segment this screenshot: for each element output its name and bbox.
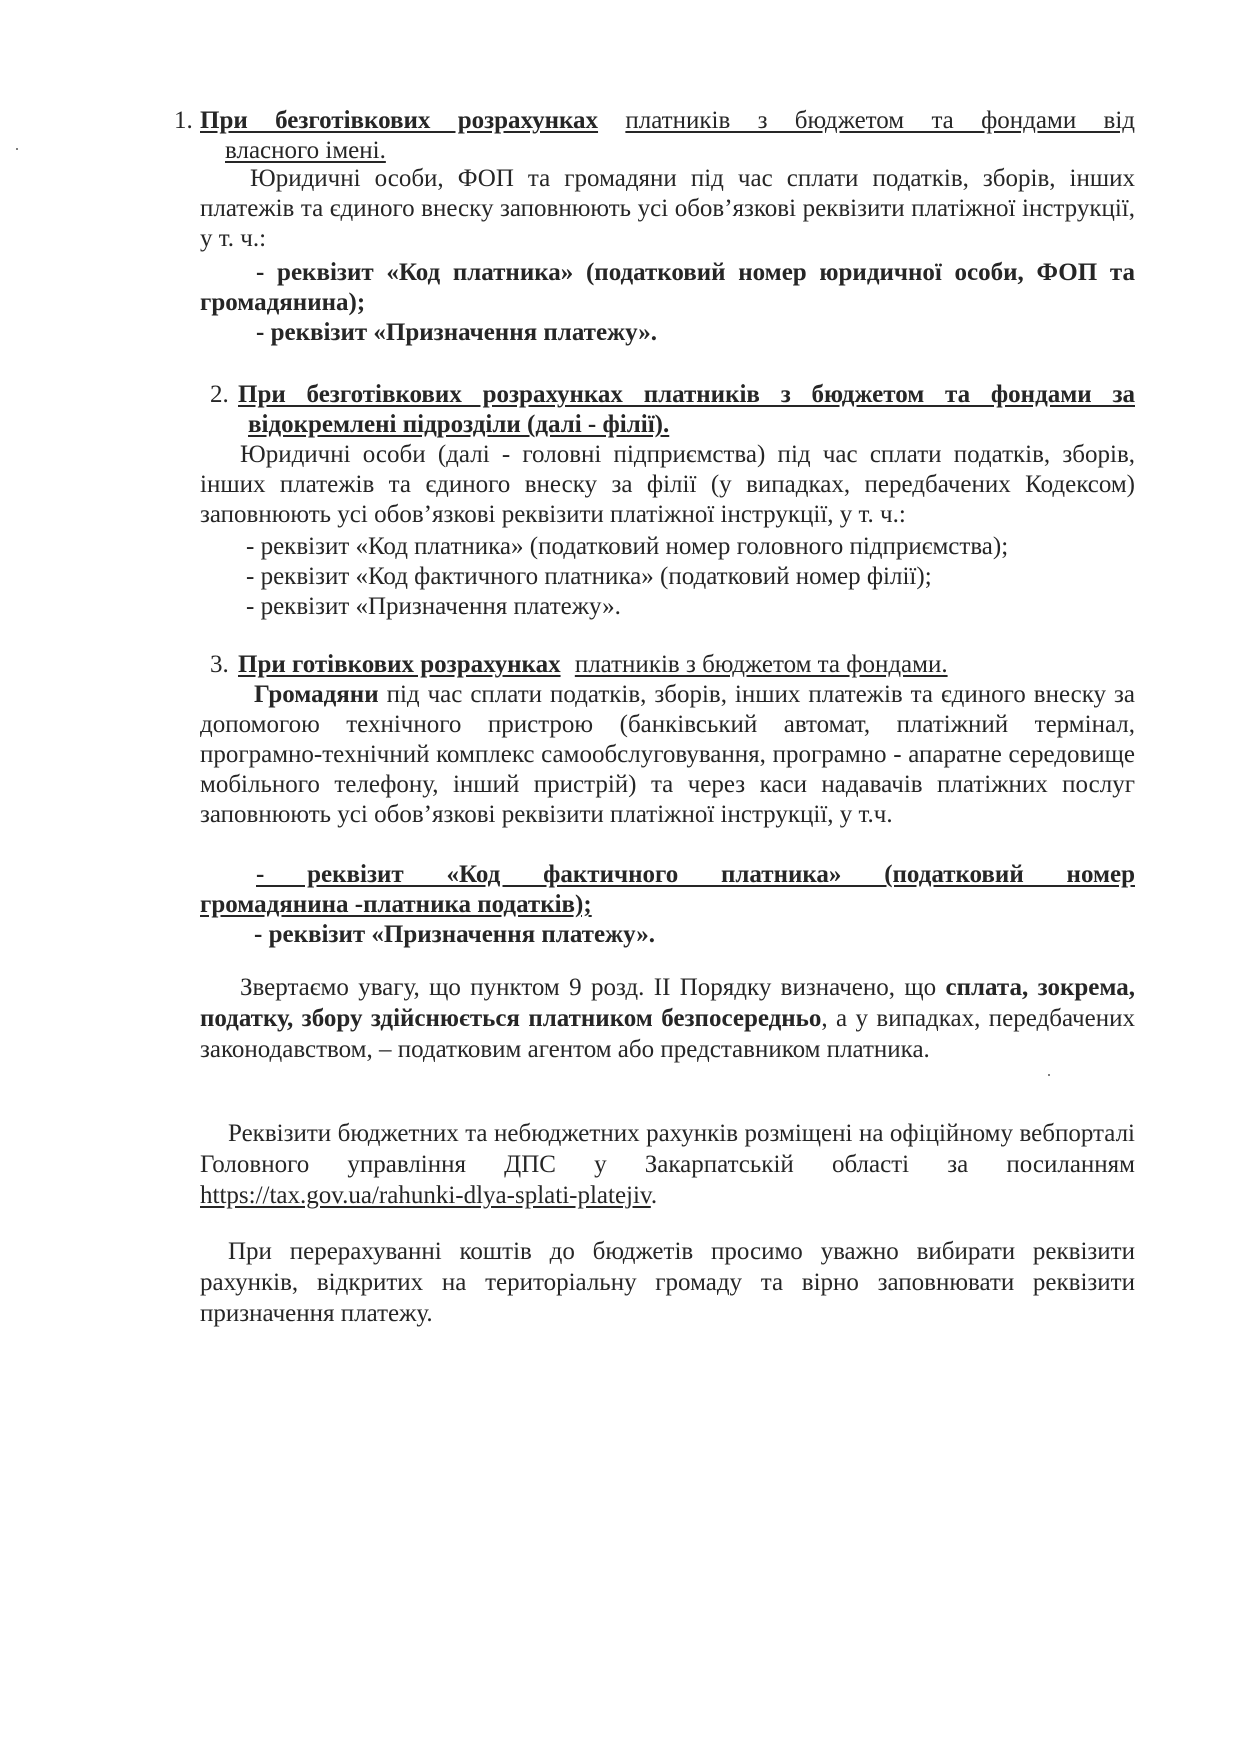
- section-1-heading: [174, 106, 1135, 166]
- section-3-item-1: - реквізит «Код фактичного платника» (податковий номер громадянина -платника податків);: [200, 861, 1135, 918]
- section-3-heading-bold: При готівкових розрахунках: [238, 651, 561, 678]
- scan-speck: [1048, 1074, 1050, 1076]
- scan-speck: [16, 148, 18, 150]
- section-3-item-2: - реквізит «Призначення платежу».: [254, 921, 656, 948]
- section-3-heading-rest: платників з бюджетом та фондами.: [574, 651, 948, 678]
- requisites-link[interactable]: https://tax.gov.ua/rahunki-dlya-splati-platejiv: [200, 1182, 651, 1209]
- section-1-heading-line1: [200, 106, 1135, 136]
- section-3-heading: [210, 650, 1135, 680]
- section-2-item-1: - реквізит «Код платника» (податковий номер головного підприємства);: [246, 533, 1009, 560]
- section-1-paragraph: Юридичні особи, ФОП та громадяни під час сплати податків, зборів, інших платежів та єдиного внеску заповнюють усі обов’язкові реквізити платіжної інструкції, у т. ч.:: [200, 165, 1135, 252]
- section-1-number: 1.: [174, 107, 193, 134]
- section-1-heading-rest: платників з бюджетом та фондами від: [625, 107, 1135, 134]
- section-2-paragraph: Юридичні особи (далі - головні підприємства) під час сплати податків, зборів, інших платежів та єдиного внеску за філії (у випадках, передбачених Кодексом) заповнюють усі обов’язкові реквізити платіжної інструкції, у т. ч.:: [200, 441, 1135, 528]
- notice-paragraph-bold: сплата, зокрема, податку, збору здійснюється платником безпосередньо: [200, 974, 1135, 1032]
- section-2-heading-line1: При безготівкових розрахунках платників з бюджетом та фондами за: [238, 381, 1135, 408]
- section-2-item-3: - реквізит «Призначення платежу».: [246, 593, 621, 620]
- requisites-paragraph: Реквізити бюджетних та небюджетних рахунків розміщені на офіційному вебпорталі Головного управління ДПС у Закарпатській області за посиланням https://tax.gov.ua/rahunki-dlya-splati-platejiv.: [200, 1120, 1135, 1209]
- section-1-item-1: - реквізит «Код платника» (податковий номер юридичної особи, ФОП та громадянина);: [200, 259, 1135, 316]
- notice-paragraph: Звертаємо увагу, що пунктом 9 розд. ІІ Порядку визначено, що сплата, зокрема, податку, збору здійснюється платником безпосередньо, а у випадках, передбачених законодавством, – податковим агентом або представником платника.: [200, 974, 1135, 1063]
- section-1-heading-line2: власного імені.: [225, 137, 386, 164]
- section-1-item-2: - реквізит «Призначення платежу».: [256, 319, 658, 346]
- section-2-number: 2.: [210, 381, 229, 408]
- section-2-heading-line2: відокремлені підрозділи (далі - філії).: [248, 411, 670, 438]
- section-3-number: 3.: [210, 651, 229, 678]
- closing-paragraph: При перерахуванні коштів до бюджетів просимо уважно вибирати реквізити рахунків, відкритих на територіальну громаду та вірно заповнювати реквізити призначення платежу.: [200, 1238, 1135, 1327]
- section-2-heading: [210, 380, 1135, 440]
- section-1-heading-bold: При безготівкових розрахунках: [200, 107, 599, 134]
- section-2-item-2: - реквізит «Код фактичного платника» (податковий номер філії);: [246, 563, 932, 590]
- section-3-paragraph-bold: Громадяни: [254, 681, 379, 708]
- section-3-paragraph: Громадяни під час сплати податків, зборів, інших платежів та єдиного внеску за допомогою технічного пристрою (банківський автомат, платіжний термінал, програмно-технічний комплекс самообслуговування, програмно - апаратне середовище мобільного телефону, інший пристрій) та через каси надавачів платіжних послуг заповнюють усі обов’язкові реквізити платіжної інструкції, у т.ч.: [200, 681, 1135, 828]
